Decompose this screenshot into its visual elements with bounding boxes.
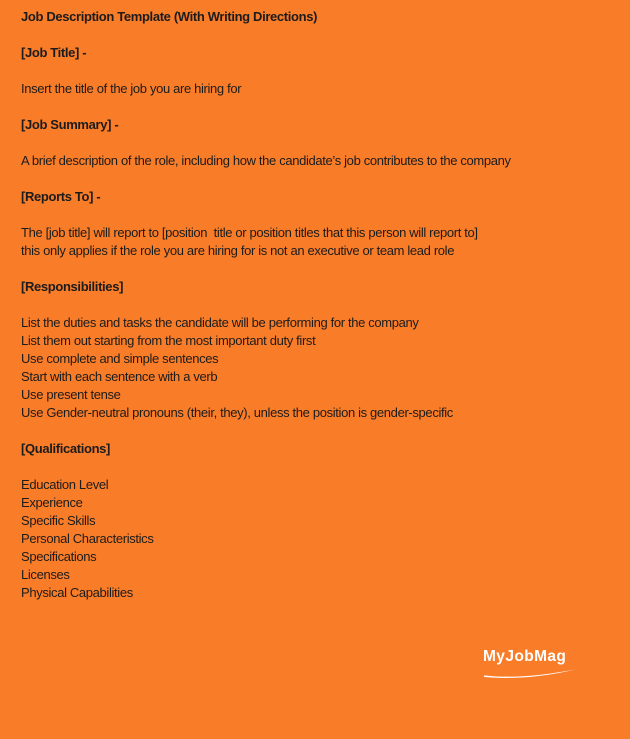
document-title: Job Description Template (With Writing Directions) bbox=[21, 9, 318, 24]
myjobmag-logo bbox=[483, 648, 577, 679]
body-line: List them out starting from the most important duty first bbox=[21, 333, 316, 348]
section-heading-job-title: [Job Title] - bbox=[21, 45, 87, 60]
body-line: Licenses bbox=[21, 567, 70, 582]
logo-underline-swoosh-icon bbox=[483, 667, 577, 679]
body-line: Use Gender-neutral pronouns (their, they), unless the position is gender-specific bbox=[21, 405, 453, 420]
body-line: A brief description of the role, including how the candidate’s job contributes to the company bbox=[21, 153, 511, 168]
body-line: Experience bbox=[21, 495, 83, 510]
body-line: Education Level bbox=[21, 477, 109, 492]
body-line: Use present tense bbox=[21, 387, 121, 402]
section-heading-responsibilities: [Responsibilities] bbox=[21, 279, 124, 294]
body-line: The [job title] will report to [position title or position titles that this person will report to] bbox=[21, 225, 478, 240]
section-heading-job-summary: [Job Summary] - bbox=[21, 117, 119, 132]
body-line: List the duties and tasks the candidate will be performing for the company bbox=[21, 315, 419, 330]
body-line: this only applies if the role you are hiring for is not an executive or team lead role bbox=[21, 243, 455, 258]
section-heading-qualifications: [Qualifications] bbox=[21, 441, 111, 456]
body-line: Start with each sentence with a verb bbox=[21, 369, 218, 384]
body-line: Insert the title of the job you are hiring for bbox=[21, 81, 242, 96]
body-line: Personal Characteristics bbox=[21, 531, 154, 546]
body-line: Use complete and simple sentences bbox=[21, 351, 219, 366]
body-line: Specific Skills bbox=[21, 513, 96, 528]
logo-text: MyJobMag bbox=[483, 648, 567, 665]
body-line: Specifications bbox=[21, 549, 97, 564]
body-line: Physical Capabilities bbox=[21, 585, 133, 600]
section-heading-reports-to: [Reports To] - bbox=[21, 189, 101, 204]
